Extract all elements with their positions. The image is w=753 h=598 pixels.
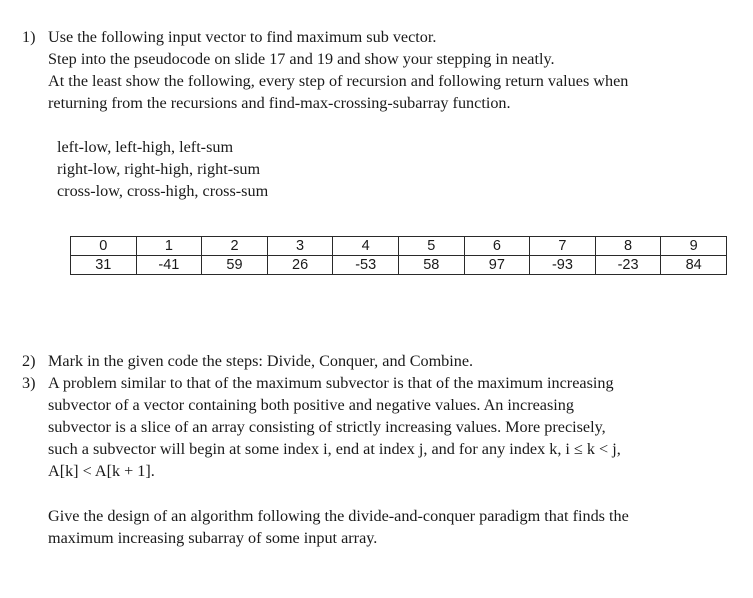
value-cell: -41 (136, 256, 202, 275)
input-vector-table (70, 236, 727, 275)
value-cell: -23 (595, 256, 661, 275)
value-cell: 26 (267, 256, 333, 275)
question-3 (22, 372, 747, 552)
question-line: such a subvector will begin at some index i, end at index j, and for any index k, i ≤ k < j, (48, 440, 621, 458)
value-cell: 59 (202, 256, 268, 275)
value-cell: 58 (398, 256, 464, 275)
value-row (71, 256, 727, 275)
value-cell: -53 (333, 256, 399, 275)
question-number: 2) (22, 352, 36, 370)
question-line: Step into the pseudocode on slide 17 and 19 and show your stepping in neatly. (48, 50, 555, 68)
value-cell: 97 (464, 256, 530, 275)
list-item: left-low, left-high, left-sum (57, 138, 234, 156)
index-cell: 7 (530, 237, 596, 256)
index-cell: 4 (333, 237, 399, 256)
question-line: subvector is a slice of an array consisting of strictly increasing values. More precisely, (48, 418, 606, 436)
value-cell: -93 (530, 256, 596, 275)
question-line: At the least show the following, every step of recursion and following return values when (48, 72, 629, 90)
question-line: Give the design of an algorithm following the divide-and-conquer paradigm that finds the (48, 507, 629, 525)
question-line: returning from the recursions and find-max-crossing-subarray function. (48, 94, 511, 112)
question-line: Mark in the given code the steps: Divide, Conquer, and Combine. (48, 352, 474, 370)
list-item: right-low, right-high, right-sum (57, 160, 261, 178)
question-1 (22, 26, 742, 116)
index-cell: 0 (71, 237, 137, 256)
index-row (71, 237, 727, 256)
question-line: A[k] < A[k + 1]. (48, 462, 155, 480)
question-number: 1) (22, 28, 36, 46)
question-line: maximum increasing subarray of some input array. (48, 529, 378, 547)
index-cell: 3 (267, 237, 333, 256)
value-cell: 84 (661, 256, 727, 275)
index-cell: 8 (595, 237, 661, 256)
required-values-list (57, 136, 268, 202)
index-cell: 1 (136, 237, 202, 256)
index-cell: 2 (202, 237, 268, 256)
list-item: cross-low, cross-high, cross-sum (57, 182, 269, 200)
question-line: A problem similar to that of the maximum subvector is that of the maximum increasing (48, 374, 614, 392)
question-line: subvector of a vector containing both positive and negative values. An increasing (48, 396, 574, 414)
question-line: Use the following input vector to find maximum sub vector. (48, 28, 437, 46)
value-cell: 31 (71, 256, 137, 275)
question-2 (22, 350, 742, 372)
clipped-previous-line (0, 0, 753, 3)
index-cell: 9 (661, 237, 727, 256)
index-cell: 6 (464, 237, 530, 256)
question-number: 3) (22, 374, 36, 392)
index-cell: 5 (398, 237, 464, 256)
